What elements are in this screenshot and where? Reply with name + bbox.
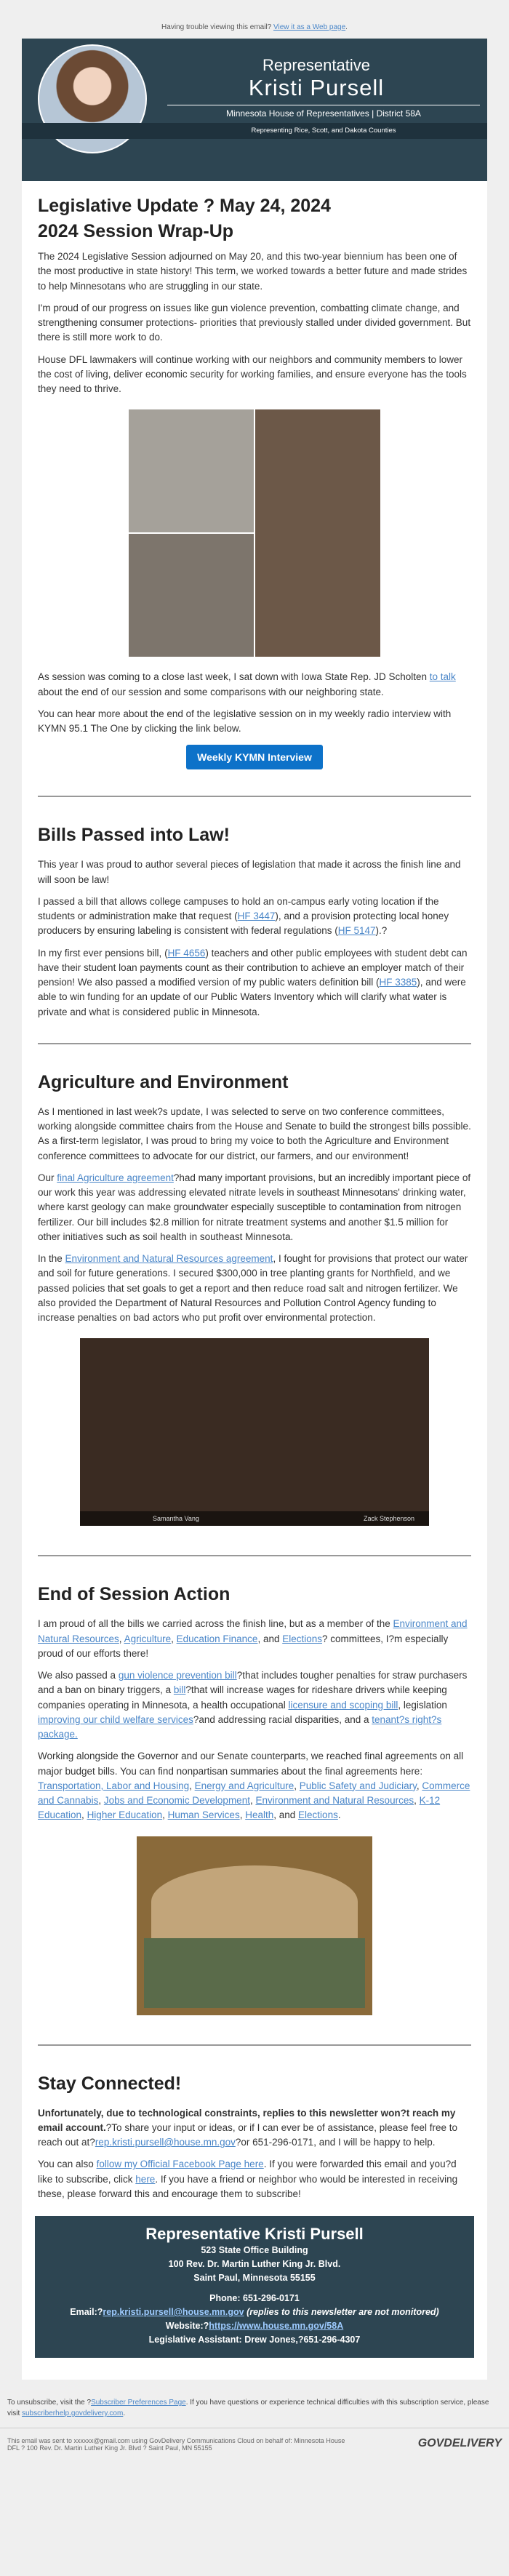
eos-paragraph: We also passed a gun violence prevention bill?that includes tougher penalties for straw purchasers and a ban on binary triggers, a bill?that will increase wages for rideshare drivers while keeping companies operating in Minnesota, a health occupational licensure and scoping bill, legislation improving our child welfare services?and addressing racial disparities, and a tenant?s right?s package.: [38, 1670, 468, 1740]
collage-photo: [129, 409, 254, 532]
summary-link[interactable]: Health: [245, 1809, 274, 1821]
footer-phone: Phone: 651-296-0171: [209, 2293, 300, 2304]
header-role: Representative: [262, 56, 370, 74]
header-district: Minnesota House of Representatives | District 58A: [226, 108, 421, 119]
footer-address: 100 Rev. Dr. Martin Luther King Jr. Blvd.: [168, 2258, 341, 2269]
summary-link[interactable]: Jobs and Economic Development: [103, 1795, 250, 1806]
talk-link[interactable]: to talk: [429, 671, 456, 683]
footer-website-link[interactable]: https://www.house.mn.gov/58A: [209, 2320, 344, 2331]
caption-right: Zack Stephenson: [363, 1515, 414, 1523]
footer-assistant: Legislative Assistant: Drew Jones,?651-296-4307: [148, 2334, 361, 2345]
bottom-bar: [0, 2428, 509, 2466]
update-paragraph: You can hear more about the end of the legislative session on in my weekly radio interview with KYMN 95.1 The One by clicking the link below.: [38, 708, 452, 734]
footer: [35, 2216, 474, 2358]
footer-email: Email:?rep.kristi.pursell@house.mn.gov (replies to this newsletter are not monitored): [70, 2307, 439, 2317]
hf5147-link[interactable]: HF 5147: [337, 925, 376, 937]
ag-paragraph: Our final Agriculture agreement?had many important provisions, but an incredibly important piece of our work this year was addressing elevated nitrate levels in southeast Minnesotans' drinking water, where karst geology can make groundwater especially susceptible to contamination from nitrogen fertilizer. Our bill includes $2.8 million for nitrate treatment systems and another $1.5 million for other initiatives such as soil health in southeast Minnesota.: [38, 1172, 471, 1242]
eos-title: End of Session Action: [38, 1584, 231, 1605]
divider: [38, 1043, 471, 1044]
summary-link[interactable]: Human Services: [167, 1809, 240, 1821]
eos-section: [22, 1565, 487, 2035]
header-name: Kristi Pursell: [248, 75, 385, 100]
update-paragraph: House DFL lawmakers will continue working with our neighbors and community members to lower the cost of living, deliver economic security for working families, and ensure everyone has the tools they need to thrive.: [38, 353, 467, 394]
summary-link[interactable]: Elections: [298, 1809, 338, 1821]
summary-link[interactable]: Transportation, Labor and Housing: [38, 1780, 190, 1791]
sender-info: This email was sent to xxxxxx@gmail.com using GovDelivery Communications Cloud on behalf of: Minnesota House DFL ? 100 Rev. Dr. Martin Luther King Jr. Blvd ? Saint Paul, MN 55155: [7, 2437, 345, 2452]
bills-paragraph: I passed a bill that allows college campuses to hold an on-campus early voting location if the students or administration make that request (HF 3447), and a provision protecting local honey producers by ensuring labeling is consistent with federal regulations (HF 5147).?: [38, 895, 449, 937]
footer-address: 523 State Office Building: [201, 2245, 308, 2255]
connect-paragraph: You can also follow my Official Facebook Page here. If you were forwarded this email and you?d like to subscribe, click here. If you have a friend or neighbor who would be interested in receiving these, please forward this and encourage them to subscribe!: [38, 2159, 458, 2199]
env-agreement-link[interactable]: Environment and Natural Resources agreement: [65, 1253, 273, 1264]
summary-link[interactable]: Commerce and Cannabis: [38, 1780, 470, 1806]
ag-paragraph: As I mentioned in last week?s update, I was selected to serve on two conference committees, working alongside committee chairs from the House and Senate to build the strongest bills possible. As a first-term legislator, I was proud to bring my voice to both the Agriculture and Environment conference committees to advocate for our district, our farmers, and our environment!: [38, 1105, 471, 1161]
eos-paragraph: I am proud of all the bills we carried across the finish line, but as a member of the Environment and Natural Resources, Agriculture, Education Finance, and Elections? committees, I?m especially proud of our efforts there!: [38, 1618, 468, 1659]
connect-section: [22, 2055, 487, 2217]
footer-email-link[interactable]: rep.kristi.pursell@house.mn.gov: [103, 2307, 244, 2317]
committee-link[interactable]: Environment and Natural Resources: [38, 1618, 468, 1644]
preheader: Having trouble viewing this email? View it as a Web page.: [161, 23, 348, 31]
bills-paragraph: This year I was proud to author several pieces of legislation that made it across the finish line and will soon be law!: [38, 859, 461, 885]
rideshare-bill-link[interactable]: bill: [173, 1684, 186, 1696]
connect-title: Stay Connected!: [38, 2073, 182, 2094]
connect-paragraph: Unfortunately, due to technological constraints, replies to this newsletter won?t reach my email account.?To share your input or ideas, or if I can ever be of assistance, please feel free to reach out at?rep.kristi.pursell@house.mn.gov?or 651-296-0171, and I will be happy to help.: [38, 2107, 458, 2148]
summary-link[interactable]: Higher Education: [87, 1809, 163, 1821]
ag-agreement-link[interactable]: final Agriculture agreement: [57, 1172, 174, 1183]
summary-link[interactable]: K-12 Education: [38, 1795, 441, 1821]
update-paragraph: As session was coming to a close last week, I sat down with Iowa State Rep. JD Scholten to talk about the end of our session and some comparisons with our neighboring state.: [38, 671, 456, 697]
caption-left: Samantha Vang: [153, 1515, 199, 1523]
update-title: Legislative Update ? May 24, 2024: [38, 196, 331, 216]
hf3447-link[interactable]: HF 3447: [237, 911, 276, 921]
subscribe-link[interactable]: here: [135, 2173, 156, 2185]
eos-paragraph: Working alongside the Governor and our Senate counterparts, we reached final agreements on all major budget bills. You can find nonpartisan summaries about the final agreements here: Transportation, Labor and Housing, Energy and Agriculture, Public Safety and Judiciary, Commerce and Cannabis, Jobs and Economic Development, Environment and Natural Resources, K-12 Education, Higher Education, Human Services, Health, and Elections.: [38, 1751, 470, 1821]
footer-website: Website:?https://www.house.mn.gov/58A: [165, 2320, 344, 2331]
committee-link[interactable]: Education Finance: [176, 1633, 258, 1644]
kymn-interview-button[interactable]: Weekly KYMN Interview: [186, 745, 323, 769]
divider: [38, 2044, 471, 2046]
update-paragraph: I'm proud of our progress on issues like gun violence prevention, combatting climate change, and strengthening consumer protections- priorities that previously stalled under divided government. But there is still more work to do.: [38, 302, 471, 343]
gun-bill-link[interactable]: gun violence prevention bill: [118, 1670, 237, 1681]
child-welfare-link[interactable]: improving our child welfare services: [38, 1713, 193, 1725]
update-subtitle: 2024 Session Wrap-Up: [38, 221, 234, 241]
photo-collage: [129, 409, 380, 657]
ag-paragraph: In the Environment and Natural Resources agreement, I fought for provisions that protect our water and soil for future generations. I secured $300,000 in tree planting grants for Northfield, and we passed policies that set goals to get a report and then reduce road salt and nitrogen fertilizer. We also provided the Department of Natural Resources and Pollution Control Agency funding to increase penalties on bad actors who put profit over environmental protection.: [38, 1253, 468, 1323]
bills-title: Bills Passed into Law!: [38, 825, 230, 846]
header-banner: [22, 39, 487, 181]
committee-link[interactable]: Elections: [282, 1633, 322, 1644]
summary-link[interactable]: Environment and Natural Resources: [255, 1795, 414, 1806]
preferences-link[interactable]: Subscriber Preferences Page: [91, 2399, 186, 2407]
ag-section: [22, 1053, 487, 1547]
divider: [38, 796, 471, 797]
house-chamber-photo: [137, 1836, 372, 2015]
update-section: [22, 181, 487, 787]
bills-section: [22, 806, 487, 1034]
tenant-package-link[interactable]: tenant?s right?s package.: [38, 1713, 442, 1740]
facebook-link[interactable]: follow my Official Facebook Page here: [96, 2159, 264, 2170]
collage-photo: [255, 409, 380, 657]
unsubscribe-notice: To unsubscribe, visit the ?Subscriber Preferences Page. If you have questions or experience technical difficulties with this subscription service, please visit subscriberhelp.govdelivery.com.: [7, 2399, 489, 2418]
collage-photo: [129, 534, 254, 657]
summary-link[interactable]: Energy and Agriculture: [194, 1780, 294, 1791]
committee-photo: [80, 1338, 429, 1526]
licensure-bill-link[interactable]: licensure and scoping bill: [288, 1699, 398, 1711]
help-link[interactable]: subscriberhelp.govdelivery.com: [22, 2409, 124, 2418]
hf3385-link[interactable]: HF 3385: [379, 977, 417, 988]
view-web-page-link[interactable]: View it as a Web page: [273, 23, 346, 31]
committee-link[interactable]: Agriculture: [124, 1633, 172, 1644]
bills-paragraph: In my first ever pensions bill, (HF 4656) teachers and other public employees with student debt can have their student loan payments count as their contribution to achieve an employer match of their pension! We also passed a modified version of my public waters definition bill (HF 3385), and were able to win funding for an update of our Public Waters Inventory which will clarify what water is private and what is considered public in Minnesota.: [38, 947, 468, 1017]
update-paragraph: The 2024 Legislative Session adjourned on May 20, and this two-year biennium has been one of the most productive in state history! This term, we worked towards a better future and made strides to help Minnesotans who are struggling in our state.: [38, 251, 468, 292]
govdelivery-logo[interactable]: GOVDELIVERY: [417, 2437, 502, 2450]
hf4656-link[interactable]: HF 4656: [167, 947, 206, 959]
header-counties: Representing Rice, Scott, and Dakota Counties: [251, 127, 396, 135]
email-link[interactable]: rep.kristi.pursell@house.mn.gov: [95, 2137, 236, 2148]
ag-title: Agriculture and Environment: [38, 1071, 289, 1092]
divider: [38, 1555, 471, 1556]
summary-link[interactable]: Public Safety and Judiciary: [299, 1780, 417, 1791]
footer-address: Saint Paul, Minnesota 55155: [193, 2272, 316, 2283]
footer-title: Representative Kristi Pursell: [145, 2225, 364, 2243]
newsletter: [22, 39, 487, 2380]
